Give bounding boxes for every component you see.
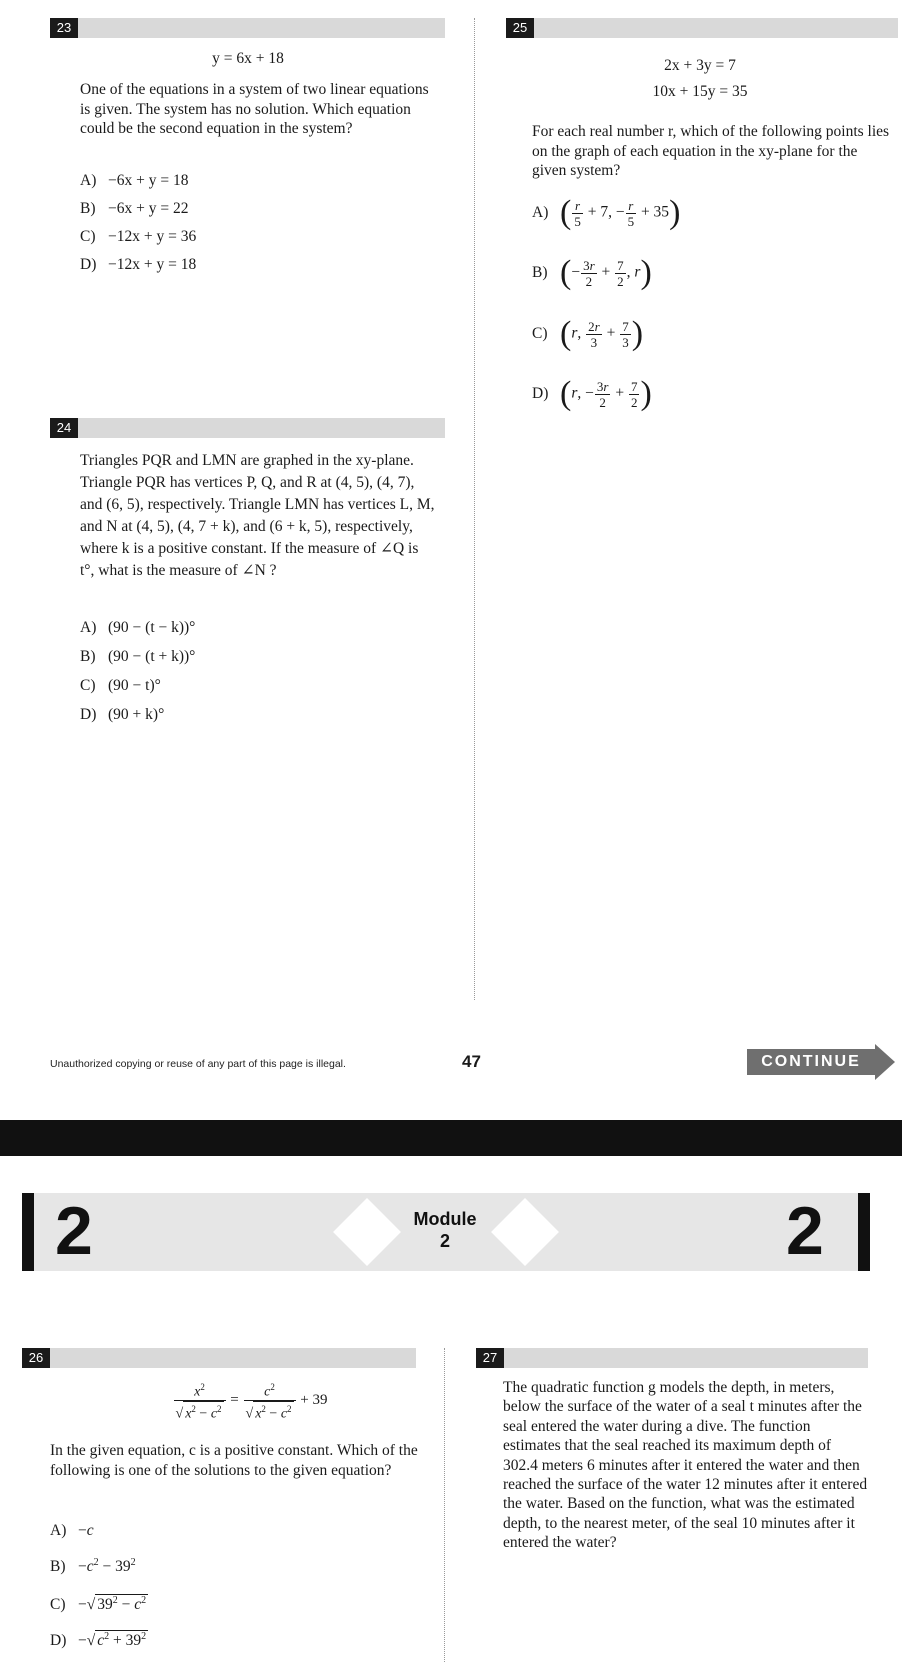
q25-choice-b[interactable]: B) (− $\frac{3r}{2}$ + $\frac{7}{2}$ , r) <box>532 254 652 291</box>
q24-stem: Triangles PQR and LMN are graphed in the xy-plane. Triangle PQR has vertices P, Q, and R at (4, 5), (4, 7), and (6, 5), respectively. Triangle LMN has vertices L, M, and N at (4, 5), (4, 7 + k), and (6 + k, 5), respectively, where k is a positive constant. If the measure of ∠Q is t°, what is the measure of ∠N ? <box>80 452 435 579</box>
paren-glyph: ) <box>640 254 652 291</box>
page-number: 47 <box>462 1052 481 1071</box>
q26-equation: $\frac{x^2}{√ x^2 - c^2}$ = $\frac{c^2}{√ x^2 - c^2}$ + 39 <box>175 1382 328 1422</box>
fraction: $\frac{7}{3}$ <box>622 318 629 350</box>
column-divider <box>444 1348 445 1662</box>
choice-label: B) <box>50 1558 66 1576</box>
paren-glyph: ) <box>640 375 652 412</box>
choice-text: −6x + y = 18 <box>108 172 189 189</box>
choice-label: D) <box>532 384 549 402</box>
choice-label: D) <box>80 706 97 723</box>
fraction: $\frac{x^2}{√ x^2 - c^2}$ <box>174 1380 226 1421</box>
copyright-notice: Unauthorized copying or reuse of any part of this page is illegal. <box>50 1058 346 1070</box>
choice-text: −12x + y = 36 <box>108 228 197 245</box>
paren-glyph: ( <box>560 375 572 412</box>
fraction: $\frac{r}{5}$ <box>574 197 581 229</box>
q25-choice-a[interactable]: A) ( $\frac{r}{5}$ + 7, − $\frac{r}{5}$ + 35) <box>532 194 681 231</box>
choice-text: −12x + y = 18 <box>108 256 197 273</box>
choice-label: A) <box>532 203 549 221</box>
q25-equation-1: 2x + 3y = 7 <box>664 57 736 74</box>
choice-label: B) <box>80 200 96 217</box>
page-separator <box>0 1120 902 1156</box>
q26-number: 26 <box>22 1348 50 1368</box>
q27-header-bar <box>476 1348 868 1368</box>
fraction: $\frac{7}{2}$ <box>617 257 624 289</box>
q25-choice-d[interactable]: D) (r, − $\frac{3r}{2}$ + $\frac{7}{2}$ ) <box>532 375 652 412</box>
fraction: $\frac{3r}{2}$ <box>583 257 595 289</box>
choice-text: (90 + k)° <box>108 706 165 723</box>
q26-choice-a[interactable]: A) −c <box>50 1522 94 1539</box>
q25-choice-c[interactable]: C) (r, $\frac{2r}{3}$ + $\frac{7}{3}$ ) <box>532 315 644 352</box>
continue-arrow-icon[interactable] <box>875 1044 895 1080</box>
module-title <box>395 1208 495 1252</box>
q23-equation: y = 6x + 18 <box>212 50 284 67</box>
q24-number: 24 <box>50 418 78 438</box>
paren-glyph: ( <box>560 194 572 231</box>
fraction: $\frac{7}{2}$ <box>630 378 638 410</box>
choice-text: −6x + y = 22 <box>108 200 189 217</box>
choice-label: C) <box>80 677 96 694</box>
fraction: $\frac{c^2}{√ x^2 - c^2}$ <box>244 1380 296 1421</box>
q23-choice-d[interactable] <box>80 256 196 274</box>
q27-stem: The quadratic function g models the depth, in meters, below the surface of the water of a seal t minutes after the seal entered the water during a dive. The function estimates that the seal reached its maximum depth of 302.4 meters 6 minutes after it entered the water and then reached the surface of the water 12 minutes after it entered the water. Based on the function, what was the estimated depth, to the nearest meter, of the seal 10 minutes after it entered the water? <box>503 1379 868 1552</box>
choice-label: C) <box>50 1596 66 1614</box>
module-left-bar <box>22 1193 34 1271</box>
choice-label: B) <box>80 648 96 665</box>
choice-text: (90 − (t + k))° <box>108 648 196 665</box>
choice-label: C) <box>80 228 96 245</box>
q23-number: 23 <box>50 18 78 38</box>
fraction: $\frac{2r}{3}$ <box>588 318 600 350</box>
q25-stem: For each real number r, which of the following points lies on the graph of each equation in the xy-plane for the given system? <box>532 123 890 179</box>
q25-number: 25 <box>506 18 534 38</box>
choice-label: D) <box>50 1632 67 1650</box>
choice-label: A) <box>80 619 97 636</box>
module-right-number: 2 <box>786 1193 824 1269</box>
q26-choice-d[interactable]: D) −√ $c^2 + 39^2$ <box>50 1631 147 1650</box>
module-right-bar <box>858 1193 870 1271</box>
module-title-text: Module <box>413 1209 477 1229</box>
q26-choice-c[interactable]: C) −√ $39^2 - c^2$ <box>50 1595 147 1614</box>
q24-choice-b[interactable] <box>80 648 195 666</box>
paren-glyph: ) <box>631 315 644 352</box>
q23-choice-a[interactable] <box>80 172 188 190</box>
q27-number: 27 <box>476 1348 504 1368</box>
choice-label: A) <box>80 172 97 189</box>
q23-header-bar <box>50 18 445 38</box>
q23-choice-c[interactable] <box>80 228 196 246</box>
q24-header-bar <box>50 418 445 438</box>
module-title-number: 2 <box>439 1231 450 1251</box>
fraction: $\frac{3r}{2}$ <box>596 378 609 410</box>
choice-label: C) <box>532 324 548 342</box>
column-divider <box>474 18 475 1000</box>
q23-choice-b[interactable] <box>80 200 188 218</box>
paren-glyph: ( <box>560 254 572 291</box>
paren-glyph: ) <box>669 194 681 231</box>
choice-label: B) <box>532 263 548 281</box>
q23-stem: One of the equations in a system of two linear equations is given. The system has no solution. Which equation could be the second equation in the system? <box>80 81 429 137</box>
choice-text: (90 − t)° <box>108 677 161 694</box>
q26-header-bar <box>22 1348 416 1368</box>
q25-header-bar <box>506 18 898 38</box>
choice-label: A) <box>50 1522 67 1539</box>
paren-glyph: ( <box>560 315 572 352</box>
continue-button[interactable]: CONTINUE <box>747 1049 875 1075</box>
q25-equation-2: 10x + 15y = 35 <box>652 83 748 100</box>
choice-label: D) <box>80 256 97 273</box>
choice-text: (90 − (t − k))° <box>108 619 196 636</box>
q26-choice-b[interactable]: $B) -c^2 - 39^2$ <box>50 1557 136 1576</box>
fraction: $\frac{r}{5}$ <box>627 197 635 229</box>
q24-choice-c[interactable] <box>80 677 161 695</box>
q24-choice-a[interactable] <box>80 619 195 637</box>
module-left-number: 2 <box>55 1193 93 1269</box>
q26-stem: In the given equation, c is a positive constant. Which of the following is one of the solutions to the given equation? <box>50 1442 418 1479</box>
q24-choice-d[interactable] <box>80 706 164 724</box>
